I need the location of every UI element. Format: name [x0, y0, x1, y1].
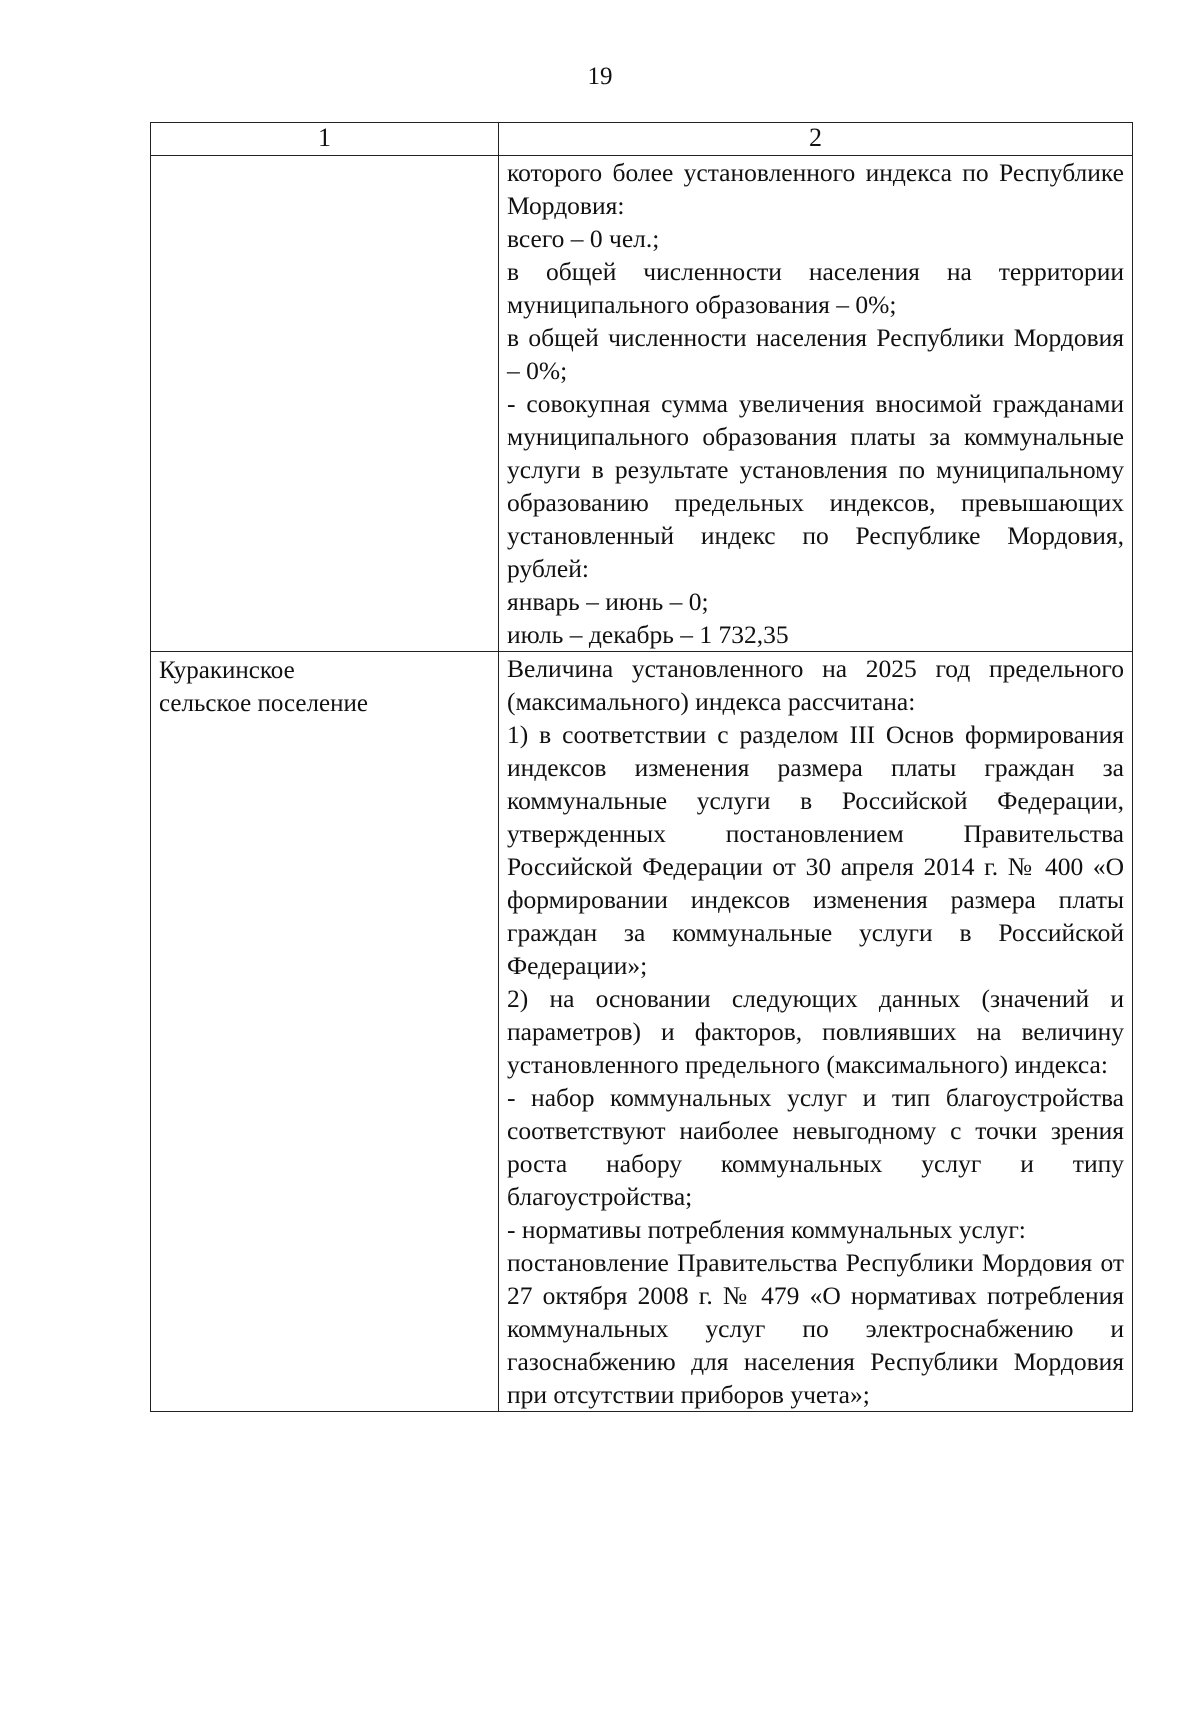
- paragraph: 1) в соответствии с разделом III Основ формирования индексов изменения размера платы граждан за коммунальные услуги в Российской Федерации, утвержденных постановлением Правительства Российской Федерации от 30 апреля 2014 г. № 400 «О формировании индексов изменения размера платы граждан за коммунальные услуги в Российской Федерации»;: [507, 720, 1124, 980]
- page-number: 19: [587, 63, 613, 90]
- settlement-name-line: сельское поселение: [159, 690, 368, 717]
- description-text: [499, 652, 1132, 1411]
- settlement-name: [151, 652, 498, 720]
- description-cell: [499, 652, 1133, 1412]
- description-cell: [499, 156, 1133, 652]
- paragraph: июль – декабрь – 1 732,35: [507, 620, 789, 649]
- paragraph: всего – 0 чел.;: [507, 224, 660, 253]
- document-table: [150, 122, 1133, 1412]
- paragraph: - нормативы потребления коммунальных услуг:: [507, 1215, 1026, 1244]
- header-col-2: 2: [499, 123, 1133, 156]
- paragraph: Величина установленного на 2025 год предельного (максимального) индекса рассчитана:: [507, 654, 1124, 716]
- paragraph: январь – июнь – 0;: [507, 587, 709, 616]
- paragraph: которого более установленного индекса по Республике Мордовия:: [507, 158, 1124, 220]
- description-text: [499, 156, 1132, 651]
- settlement-cell: [151, 652, 499, 1412]
- header-col-1: 1: [151, 123, 499, 156]
- settlement-cell-empty: [151, 156, 499, 652]
- paragraph: 2) на основании следующих данных (значений и параметров) и факторов, повлиявших на величину установленного предельного (максимального) индекса:: [507, 984, 1124, 1079]
- table-header-row: [151, 123, 1133, 156]
- settlement-name-line: Куракинское: [159, 657, 295, 684]
- paragraph: в общей численности населения на территории муниципального образования – 0%;: [507, 257, 1124, 319]
- paragraph: в общей численности населения Республики Мордовия – 0%;: [507, 323, 1124, 385]
- table-row: [151, 156, 1133, 652]
- table-row: [151, 652, 1133, 1412]
- paragraph: - совокупная сумма увеличения вносимой гражданами муниципального образования платы за коммунальные услуги в результате установления по муниципальному образованию предельных индексов, превышающих установленный индекс по Республике Мордовия, рублей:: [507, 389, 1124, 583]
- paragraph: - набор коммунальных услуг и тип благоустройства соответствуют наиболее невыгодному с точки зрения роста набору коммунальных услуг и типу благоустройства;: [507, 1083, 1124, 1211]
- paragraph: постановление Правительства Республики Мордовия от 27 октября 2008 г. № 479 «О нормативах потребления коммунальных услуг по электроснабжению и газоснабжению для населения Республики Мордовия при отсутствии приборов учета»;: [507, 1248, 1124, 1409]
